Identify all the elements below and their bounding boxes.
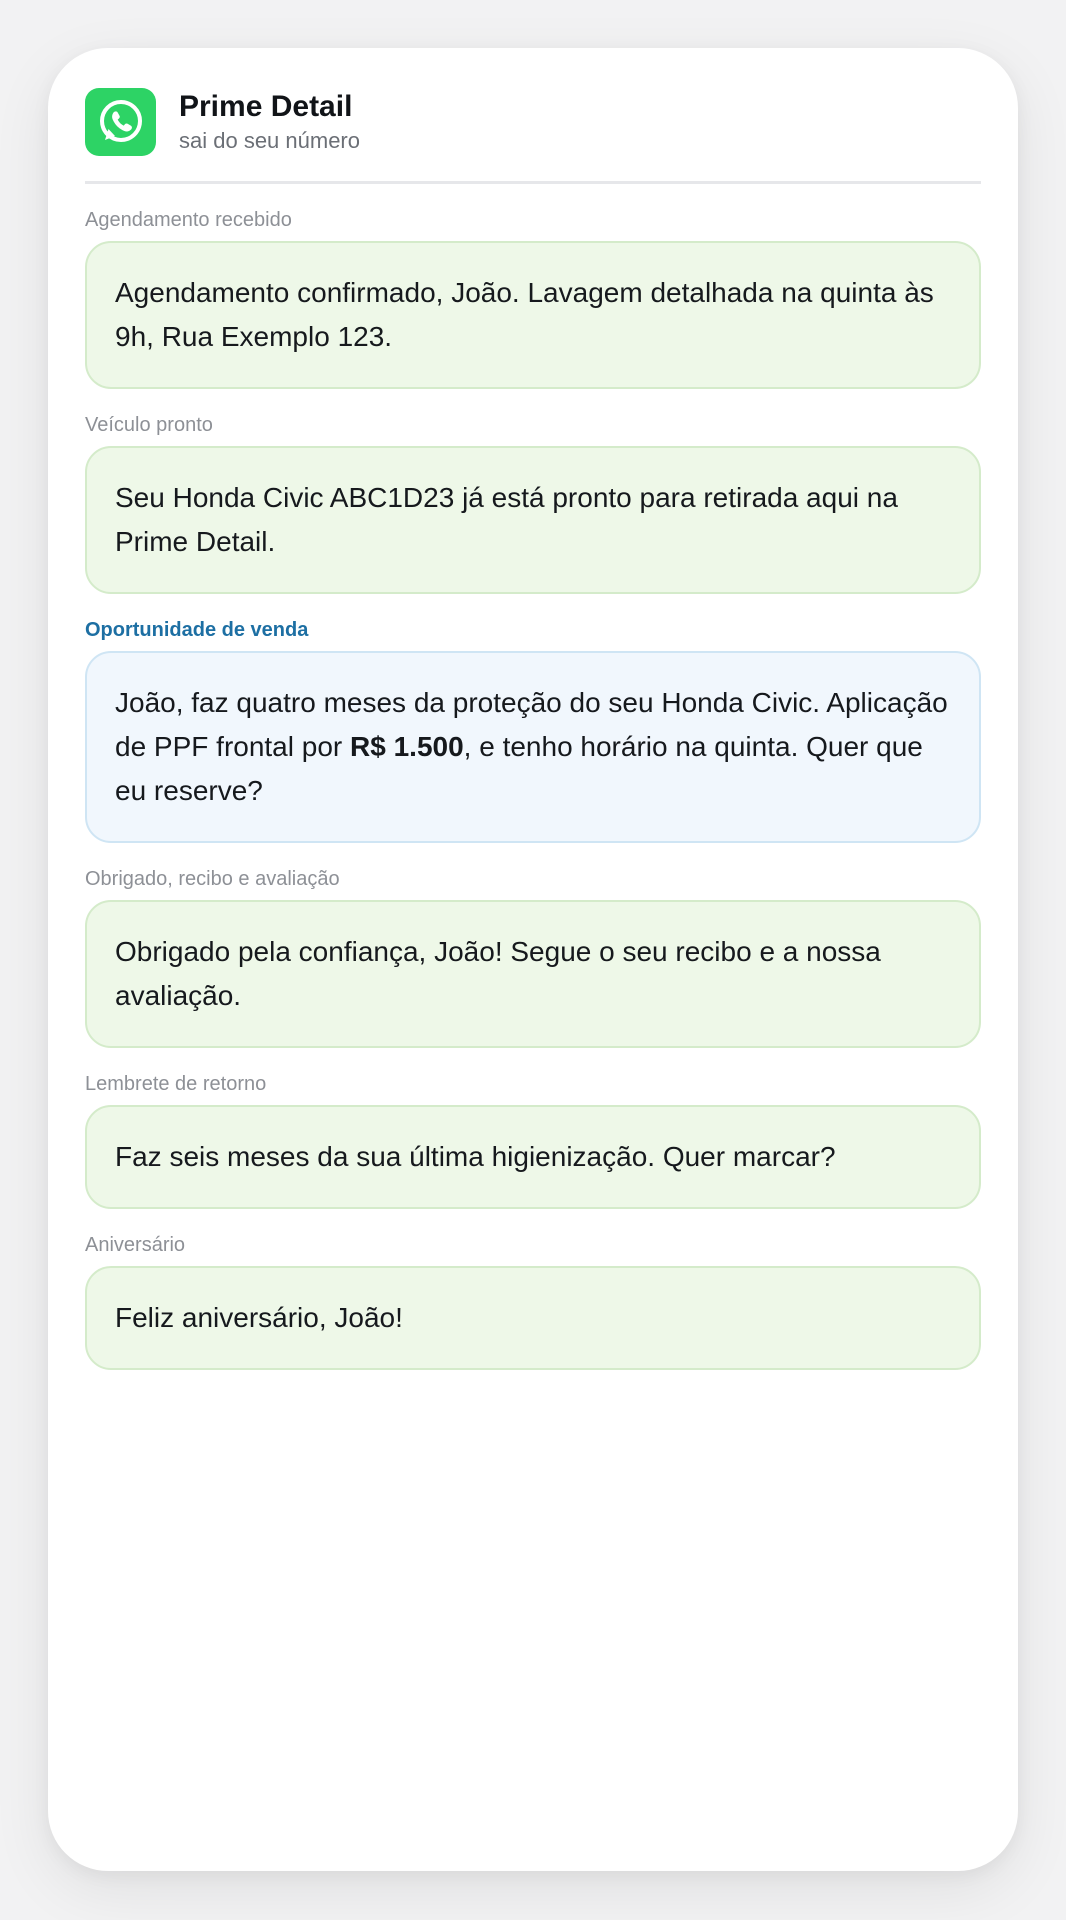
message-section-birthday	[85, 1233, 981, 1370]
section-label: Lembrete de retorno	[85, 1073, 267, 1095]
message-section-sales-opportunity	[85, 618, 981, 843]
message-section-return-reminder	[85, 1072, 981, 1209]
message-section-scheduling	[85, 208, 981, 389]
section-label: Agendamento recebido	[85, 209, 292, 231]
whatsapp-icon	[85, 88, 156, 156]
offer-message-bubble	[85, 651, 981, 843]
brand-subtitle: sai do seu número	[179, 128, 360, 153]
message-bubble: Faz seis meses da sua última higienização. Quer marcar?	[85, 1105, 981, 1209]
offer-text-end: , e tenho horário na quinta. Quer que eu reserve?	[115, 731, 923, 806]
section-label: Obrigado, recibo e avaliação	[85, 868, 340, 890]
section-label: Veículo pronto	[85, 414, 213, 436]
section-label-highlight: Oportunidade de venda	[85, 619, 309, 641]
section-label: Aniversário	[85, 1234, 186, 1256]
brand-name: Prime Detail	[179, 90, 353, 123]
sender-header	[85, 88, 981, 184]
message-bubble: Obrigado pela confiança, João! Segue o seu recibo e a nossa avaliação.	[85, 900, 981, 1048]
message-bubble: Seu Honda Civic ABC1D23 já está pronto para retirada aqui na Prime Detail.	[85, 446, 981, 594]
message-section-vehicle-ready	[85, 413, 981, 594]
message-section-thanks	[85, 867, 981, 1048]
offer-text-start: João, faz quatro meses da proteção do seu Honda Civic. Aplicação de PPF frontal por	[115, 687, 948, 762]
message-bubble: Feliz aniversário, João!	[85, 1266, 981, 1370]
message-bubble: Agendamento confirmado, João. Lavagem detalhada na quinta às 9h, Rua Exemplo 123.	[85, 241, 981, 389]
message-preview-card	[48, 48, 1018, 1871]
offer-price: R$ 1.500	[350, 731, 464, 762]
